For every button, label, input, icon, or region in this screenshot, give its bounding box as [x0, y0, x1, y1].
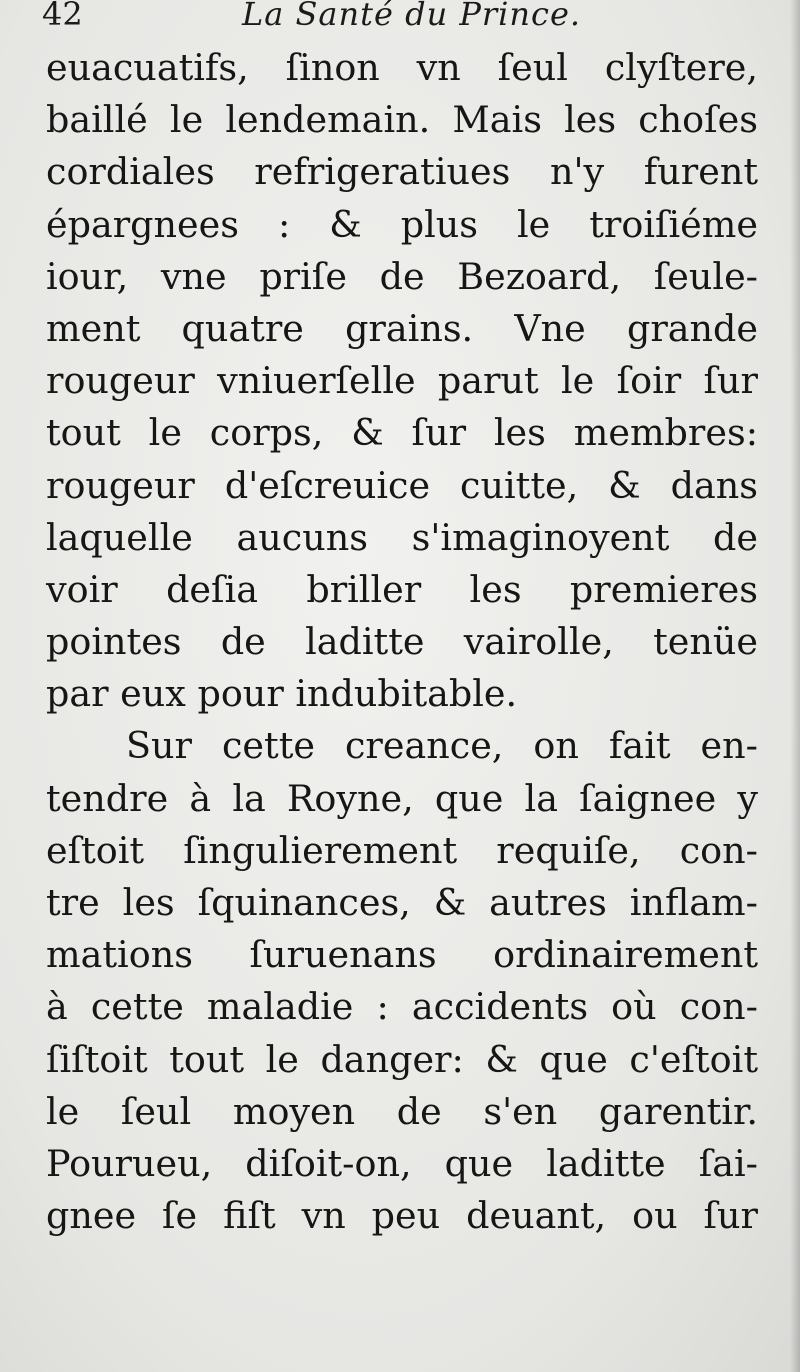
text-line: le ſeul moyen de s'en garentir.: [46, 1089, 758, 1133]
text-line: rougeur d'eſcreuice cuitte, & dans: [46, 463, 758, 507]
text-line: pointes de laditte vairolle, tenüe: [46, 620, 758, 664]
text-line: laquelle aucuns s'imaginoyent de: [46, 515, 758, 559]
text-line: tout le corps, & ſur les membres:: [46, 411, 758, 455]
running-head: [42, 0, 782, 32]
text-line: ſiſtoit tout le danger: & que c'eſtoit: [46, 1037, 758, 1081]
text-line: iour, vne priſe de Bezoard, ſeule-: [46, 254, 758, 298]
text-line: cordiales refrigeratiues n'y furent: [46, 150, 758, 194]
paragraph-start-line: Sur cette creance, on fait en-: [126, 724, 758, 768]
text-line: tendre à la Royne, que la ſaignee y: [46, 776, 758, 820]
text-line: à cette maladie : accidents où con-: [46, 985, 758, 1029]
text-line: gnee ſe fiſt vn peu deuant, ou ſur: [46, 1194, 758, 1238]
page-number: 42: [42, 0, 83, 33]
text-line: baillé le lendemain. Mais les choſes: [46, 98, 758, 142]
body-text: [46, 42, 758, 1242]
text-line: ment quatre grains. Vne grande: [46, 306, 758, 350]
text-line: tre les ſquinances, & autres inflam-: [46, 881, 758, 924]
text-line: rougeur vniuerſelle parut le ſoir ſur: [46, 359, 758, 403]
paragraph-end-line: par eux pour indubitable.: [46, 672, 518, 716]
text-line: voir deſia briller les premieres: [46, 567, 758, 611]
page-edge-shadow: [790, 0, 800, 1372]
running-head-title: La Santé du Prince.: [242, 0, 582, 33]
text-line: mations ſuruenans ordinairement: [46, 933, 758, 977]
text-line: eſtoit ſingulierement requiſe, con-: [46, 828, 758, 872]
text-line: euacuatifs, ſinon vn ſeul clyſtere,: [46, 46, 758, 89]
text-line: Pourueu, diſoit-on, que laditte ſai-: [46, 1141, 758, 1185]
text-line: épargnees : & plus le troiſiéme: [46, 202, 758, 246]
